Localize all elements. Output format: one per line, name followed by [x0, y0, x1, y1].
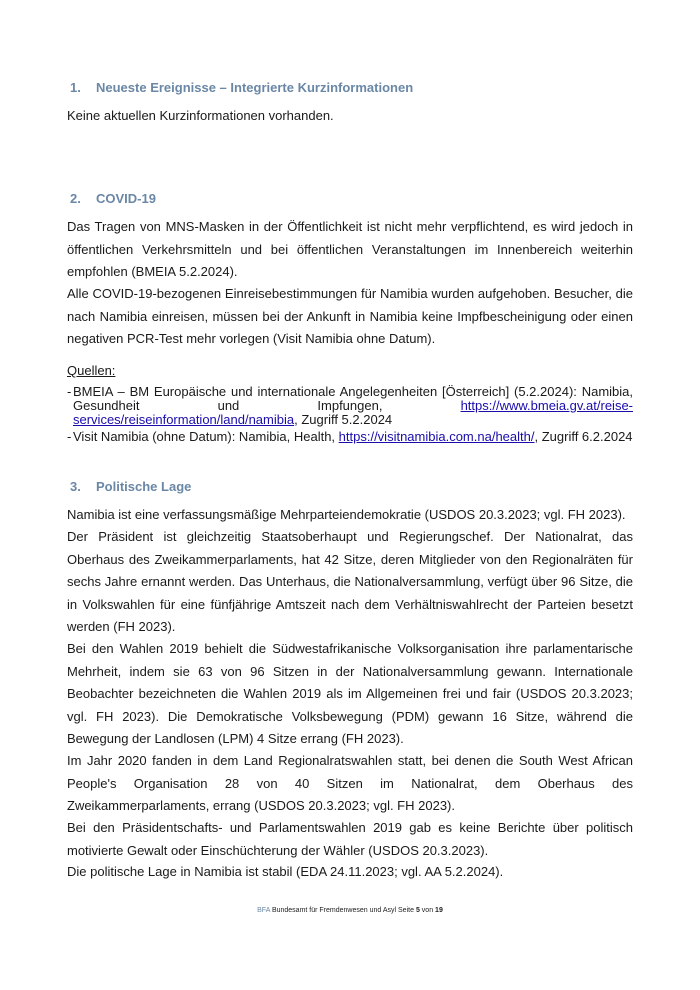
paragraph: Die politische Lage in Namibia ist stabil (EDA 24.11.2023; vgl. AA 5.2.2024).: [67, 864, 504, 879]
paragraph: Im Jahr 2020 fanden in dem Land Regionalratswahlen statt, bei denen die South West African People's Organisation 28 von 40 Sitzen im Nationalrat, dem Oberhaus des Zweikammerparlaments, errang (USDOS 20.3.2023; vgl. FH 2023).: [67, 753, 633, 813]
paragraph: Alle COVID-19-bezogenen Einreisebestimmungen für Namibia wurden aufgehoben. Besucher, die nach Namibia einreisen, müssen bei der Ankunft in Namibia keine Impfbescheinigung oder einen negativen PCR-Test mehr vorlegen (Visit Namibia ohne Datum).: [67, 286, 633, 346]
paragraph: Bei den Wahlen 2019 behielt die Südwestafrikanische Volksorganisation ihre parlamentarische Mehrheit, indem sie 63 von 96 Sitzen in der Nationalversammlung gewann. Internationale Beobachter bezeichneten die Wahlen 2019 als im Allgemeinen frei und fair (USDOS 20.3.2023; vgl. FH 2023). Die Demokratische Volksbewegung (PDM) gewann 16 Sitze, während die Bewegung der Landlosen (LPM) 4 Sitze errang (FH 2023).: [67, 641, 633, 746]
source-text: [67, 385, 633, 427]
paragraph: Das Tragen von MNS-Masken in der Öffentlichkeit ist nicht mehr verpflichtend, es wird jedoch in öffentlichen Verkehrsmitteln und bei öffentlichen Veranstaltungen im Innenbereich weiterhin empfohlen (BMEIA 5.2.2024).: [67, 219, 633, 279]
section-title: Neueste Ereignisse – Integrierte Kurzinformationen: [96, 80, 414, 95]
paragraph: Namibia ist eine verfassungsmäßige Mehrparteiendemokratie (USDOS 20.3.2023; vgl. FH 2023).: [67, 507, 626, 522]
section-heading-2: [70, 191, 156, 206]
source-citation: BMEIA – BM Europäische und internationale Angelegenheiten [Österreich] (5.2.2024): Namibia, Gesundheit und Impfungen,: [73, 384, 633, 413]
source-item: [67, 430, 633, 444]
footer-org-name: Bundesamt für Fremdenwesen und Asyl: [271, 907, 397, 914]
list-dash: -: [67, 429, 72, 444]
section-heading-3: [70, 479, 191, 494]
footer-org-abbr: BFA: [257, 907, 270, 914]
source-text: [67, 430, 633, 444]
source-item: [67, 385, 633, 427]
section-title: Politische Lage: [96, 479, 192, 494]
footer-page-word: Seite: [398, 907, 414, 914]
source-access-date: , Zugriff 5.2.2024: [294, 412, 393, 427]
section-heading-1: [70, 80, 413, 95]
paragraph: Bei den Präsidentschafts- und Parlamentswahlen 2019 gab es keine Berichte über politisch motivierte Gewalt oder Einschüchterung der Wähler (USDOS 20.3.2023).: [67, 820, 633, 858]
section-number: 1.: [70, 80, 81, 95]
section-title: COVID-19: [96, 191, 156, 206]
section-number: 2.: [70, 191, 81, 206]
source-citation: Visit Namibia (ohne Datum): Namibia, Health,: [73, 429, 336, 444]
footer-page-number: 5: [415, 907, 420, 914]
source-access-date: , Zugriff 6.2.2024: [534, 429, 633, 444]
list-dash: -: [67, 384, 72, 399]
footer-total-pages: 19: [435, 907, 443, 914]
paragraph: Keine aktuellen Kurzinformationen vorhanden.: [67, 108, 334, 123]
page-footer: [0, 907, 700, 914]
sources-title: Quellen:: [67, 363, 116, 378]
section-number: 3.: [70, 479, 81, 494]
source-link[interactable]: https://www.bmeia.gv.at/reise-services/reiseinformation/land/namibia: [73, 398, 633, 427]
paragraph: Der Präsident ist gleichzeitig Staatsoberhaupt und Regierungschef. Der Nationalrat, das Oberhaus des Zweikammerparlaments, hat 42 Sitze, deren Mitglieder von den Regionalräten für sechs Jahre ernannt werden. Das Unterhaus, die Nationalversammlung, verfügt über 96 Sitze, die in Volkswahlen für eine fünfjährige Amtszeit nach dem Verhältniswahlrecht der Parteien besetzt werden (FH 2023).: [67, 529, 633, 634]
footer-of-word: von: [421, 907, 434, 914]
source-link[interactable]: https://visitnamibia.com.na/health/: [338, 429, 535, 444]
